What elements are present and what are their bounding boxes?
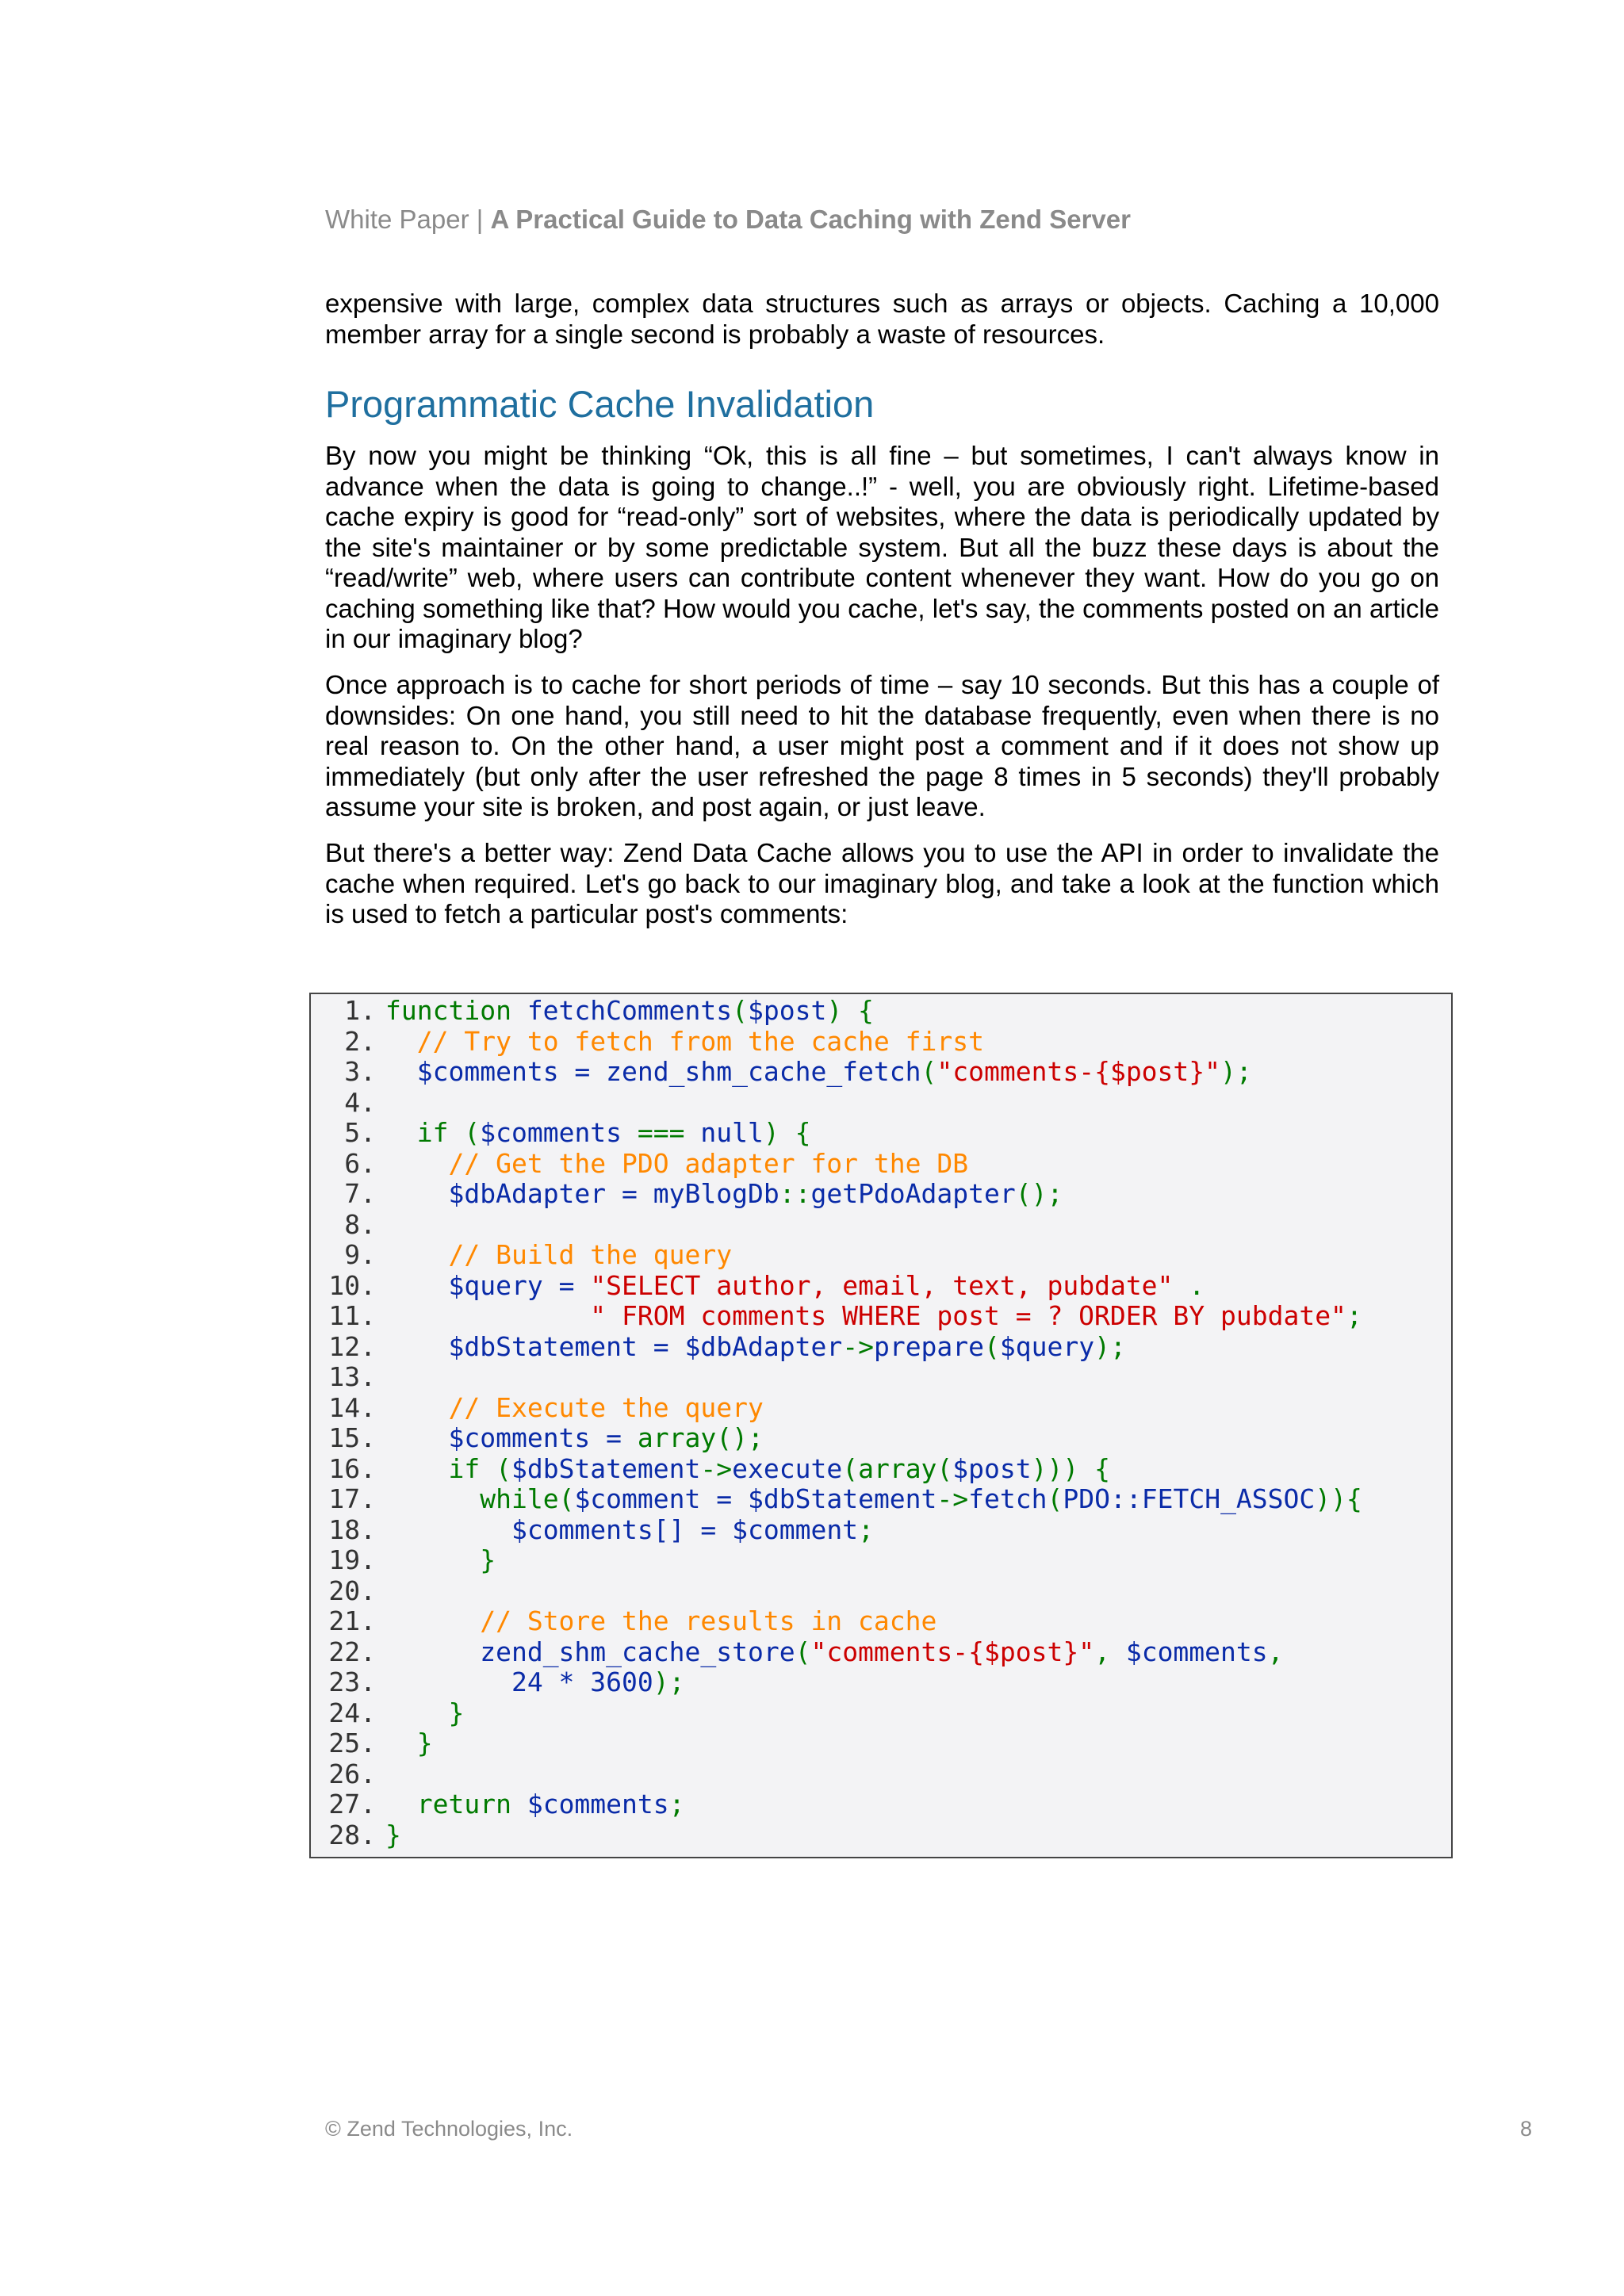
code-token: (array(: [842, 1452, 953, 1484]
code-token: [385, 1453, 448, 1484]
code-line-number: 10.: [328, 1269, 376, 1301]
code-token: ::: [779, 1178, 811, 1209]
code-token: [385, 1056, 417, 1087]
code-line: [311, 1423, 764, 1454]
code-line: [311, 1454, 1110, 1485]
header-label: White Paper: [325, 205, 469, 234]
code-line-number: 8.: [344, 1208, 376, 1240]
code-line: [311, 996, 874, 1027]
code-token: = zend_shm_cache_fetch: [558, 1056, 921, 1087]
code-token: [385, 1148, 448, 1179]
code-token: {: [1346, 1483, 1362, 1514]
code-token: null: [700, 1117, 764, 1148]
code-token: $post: [747, 995, 827, 1026]
code-line-number: 23.: [328, 1667, 376, 1697]
running-header: [325, 205, 1131, 235]
code-token: .: [1173, 1269, 1205, 1301]
code-token: [385, 1544, 480, 1575]
code-token: $dbAdapter: [684, 1330, 843, 1362]
code-token: [385, 1392, 448, 1423]
code-line-number: 16.: [328, 1452, 376, 1484]
code-token: }: [385, 1819, 401, 1850]
header-separator: |: [476, 205, 484, 234]
code-token: );: [1094, 1330, 1126, 1362]
code-line-number: 26.: [328, 1758, 376, 1789]
code-token: $comments: [416, 1056, 559, 1087]
code-token: (: [1047, 1483, 1063, 1514]
code-line: [311, 1271, 1205, 1302]
code-token: [385, 1605, 480, 1636]
code-token: // Try to fetch from the cache first: [416, 1025, 984, 1057]
code-token: function: [385, 995, 527, 1026]
code-token: ,: [1094, 1636, 1126, 1667]
code-token: $query: [448, 1269, 543, 1301]
code-token: $comments: [480, 1117, 622, 1148]
code-line: [311, 1576, 385, 1607]
code-token: (: [921, 1056, 937, 1087]
code-token: }: [416, 1728, 433, 1758]
code-token: execute: [732, 1452, 843, 1484]
code-line-number: 1.: [344, 995, 376, 1026]
code-token: fetchComments: [527, 995, 733, 1026]
code-line-number: 6.: [344, 1147, 376, 1179]
header-title: A Practical Guide to Data Caching with Zend Server: [490, 205, 1131, 234]
code-token: [385, 1667, 511, 1697]
code-token: 24 * 3600: [511, 1667, 653, 1697]
code-line: [311, 1362, 385, 1393]
code-token: [385, 1728, 417, 1758]
code-token: $query: [999, 1330, 1095, 1362]
code-token: [385, 1636, 480, 1667]
code-token: =: [637, 1330, 685, 1362]
code-token: );: [1220, 1056, 1252, 1087]
code-token: $comments: [511, 1513, 653, 1545]
code-token: [385, 1117, 417, 1148]
code-line-number: 19.: [328, 1544, 376, 1575]
paragraph-3: But there's a better way: Zend Data Cache allows you to use the API in order to invalidate the cache when required. Let's go back to our imaginary blog, and take a look at the function which is used to fetch a particular post's comments:: [325, 838, 1439, 928]
code-line-number: 11.: [328, 1300, 376, 1331]
code-line-number: 18.: [328, 1513, 376, 1545]
code-token: [385, 1331, 448, 1362]
code-line: [311, 1789, 685, 1820]
code-token: if (: [416, 1117, 481, 1148]
code-token: (: [984, 1330, 1000, 1362]
code-line: [311, 1698, 464, 1729]
code-token: )): [1315, 1483, 1347, 1514]
code-token: "SELECT author, email, text, pubdate": [590, 1269, 1174, 1301]
code-line-number: 25.: [328, 1728, 376, 1758]
code-line: [311, 1393, 764, 1424]
code-token: =: [542, 1269, 591, 1301]
code-line: [311, 1332, 1126, 1363]
code-token: [385, 1697, 448, 1728]
intro-paragraph: expensive with large, complex data structures such as arrays or objects. Caching a 10,000 member array for a single second is probably a waste of resources.: [325, 289, 1439, 349]
code-token: // Get the PDO adapter for the DB: [448, 1147, 969, 1179]
code-line: [311, 1149, 968, 1180]
code-token: "comments-{$post}": [810, 1636, 1095, 1667]
code-token: getPdoAdapter: [810, 1178, 1016, 1209]
code-token: $dbStatement: [511, 1452, 701, 1484]
code-line-number: 15.: [328, 1422, 376, 1453]
code-token: ;: [668, 1789, 685, 1820]
code-line-number: 22.: [328, 1636, 376, 1667]
code-token: [385, 1789, 417, 1820]
code-token: );: [653, 1667, 685, 1697]
code-line: [311, 1057, 1252, 1088]
footer-page-number: 8: [1519, 2117, 1532, 2141]
code-line: [311, 1515, 874, 1546]
code-token: ;: [1346, 1300, 1362, 1331]
section-heading: Programmatic Cache Invalidation: [325, 383, 875, 425]
paragraph-1: By now you might be thinking “Ok, this is all fine – but sometimes, I can't always know in advance when the data is going to change..!” - well, you are obviously right. Lifetime-based cache expiry is good for “read-only” sort of websites, where the data is periodically updated by the site's maintainer or by some predictable system. But all the buzz these days is about the “read/write” web, where users can contribute content whenever they want. How do you go on caching something like that? How would you cache, let's say, the comments posted on an article in our imaginary blog?: [325, 441, 1439, 653]
code-line-number: 24.: [328, 1697, 376, 1728]
code-line-number: 28.: [328, 1819, 376, 1850]
code-line: [311, 1606, 936, 1637]
code-token: [385, 1422, 448, 1453]
code-token: = myBlogDb: [606, 1178, 779, 1209]
code-token: ) {: [763, 1117, 811, 1148]
code-line: [311, 1637, 1284, 1668]
code-line: [311, 1118, 810, 1149]
footer-copyright: © Zend Technologies, Inc.: [325, 2117, 573, 2141]
code-token: [385, 1514, 511, 1545]
code-line: [311, 1545, 496, 1576]
code-token: $comments: [527, 1789, 669, 1820]
code-token: =: [700, 1483, 748, 1514]
code-token: ;: [858, 1513, 874, 1545]
code-line-number: 21.: [328, 1605, 376, 1636]
code-token: fetch: [968, 1483, 1048, 1514]
code-token: =: [590, 1422, 638, 1453]
code-token: PDO::FETCH_ASSOC: [1063, 1483, 1316, 1514]
code-token: " FROM comments WHERE post = ? ORDER BY pubdate": [590, 1300, 1346, 1331]
code-line: [311, 1088, 385, 1119]
code-line: [311, 1027, 984, 1058]
code-token: // Store the results in cache: [480, 1605, 937, 1636]
code-line: [311, 1759, 385, 1790]
code-token: [385, 1026, 417, 1057]
code-token: zend_shm_cache_store: [480, 1636, 795, 1667]
code-token: ===: [622, 1117, 701, 1148]
code-line-number: 2.: [344, 1025, 376, 1057]
code-line: [311, 1820, 401, 1851]
code-token: ))) {: [1031, 1452, 1110, 1484]
code-token: [385, 1300, 590, 1331]
code-token: while(: [480, 1483, 575, 1514]
code-line: [311, 1240, 732, 1271]
code-token: ->: [842, 1330, 874, 1362]
code-token: prepare: [873, 1330, 985, 1362]
code-token: ,: [1267, 1636, 1284, 1667]
code-token: $dbStatement: [748, 1483, 937, 1514]
code-line: [311, 1210, 385, 1241]
code-token: if (: [448, 1452, 511, 1484]
code-token: [385, 1178, 448, 1209]
code-line: [311, 1667, 685, 1698]
code-token: [385, 1239, 448, 1270]
code-token: ) {: [826, 995, 874, 1026]
code-token: (: [732, 995, 748, 1026]
code-token: // Execute the query: [448, 1391, 764, 1423]
code-line: [311, 1484, 1362, 1515]
code-token: return: [416, 1789, 527, 1820]
code-token: array();: [637, 1422, 764, 1453]
code-line-number: 13.: [328, 1361, 376, 1392]
code-token: $post: [952, 1452, 1032, 1484]
code-line-number: 14.: [328, 1391, 376, 1423]
code-line-number: 7.: [344, 1178, 376, 1209]
code-token: $comments: [1125, 1636, 1268, 1667]
code-token: }: [448, 1697, 465, 1728]
code-token: ->: [936, 1483, 969, 1514]
code-line: [311, 1728, 433, 1759]
code-line: [311, 1301, 1362, 1332]
code-listing: [309, 993, 1453, 1858]
code-line-number: 20.: [328, 1575, 376, 1606]
code-token: (: [795, 1636, 811, 1667]
code-token: $dbAdapter: [448, 1178, 607, 1209]
code-line-number: 9.: [344, 1239, 376, 1270]
code-token: $comment: [732, 1513, 859, 1545]
code-token: [385, 1483, 480, 1514]
code-line-number: 3.: [344, 1056, 376, 1087]
code-token: $comments: [448, 1422, 591, 1453]
code-token: $dbStatement: [448, 1330, 638, 1362]
code-line: [311, 1179, 1063, 1210]
code-token: $comment: [574, 1483, 701, 1514]
code-line-number: 27.: [328, 1789, 376, 1820]
code-line-number: 5.: [344, 1117, 376, 1148]
code-token: [] =: [653, 1513, 733, 1545]
code-line-number: 17.: [328, 1483, 376, 1514]
code-token: // Build the query: [448, 1239, 733, 1270]
code-line-number: 4.: [344, 1086, 376, 1118]
paragraph-2: Once approach is to cache for short periods of time – say 10 seconds. But this has a couple of downsides: On one hand, you still need to hit the database frequently, even when there is no real reason to. On the other hand, a user might post a comment and if it does not show up immediately (but only after the user refreshed the page 8 times in 5 seconds) they'll probably assume your site is broken, and post again, or just leave.: [325, 670, 1439, 821]
code-line-number: 12.: [328, 1330, 376, 1362]
code-token: }: [480, 1544, 496, 1575]
code-token: ();: [1015, 1178, 1063, 1209]
code-token: [385, 1270, 448, 1301]
code-token: ->: [700, 1452, 733, 1484]
code-token: "comments-{$post}": [936, 1056, 1221, 1087]
